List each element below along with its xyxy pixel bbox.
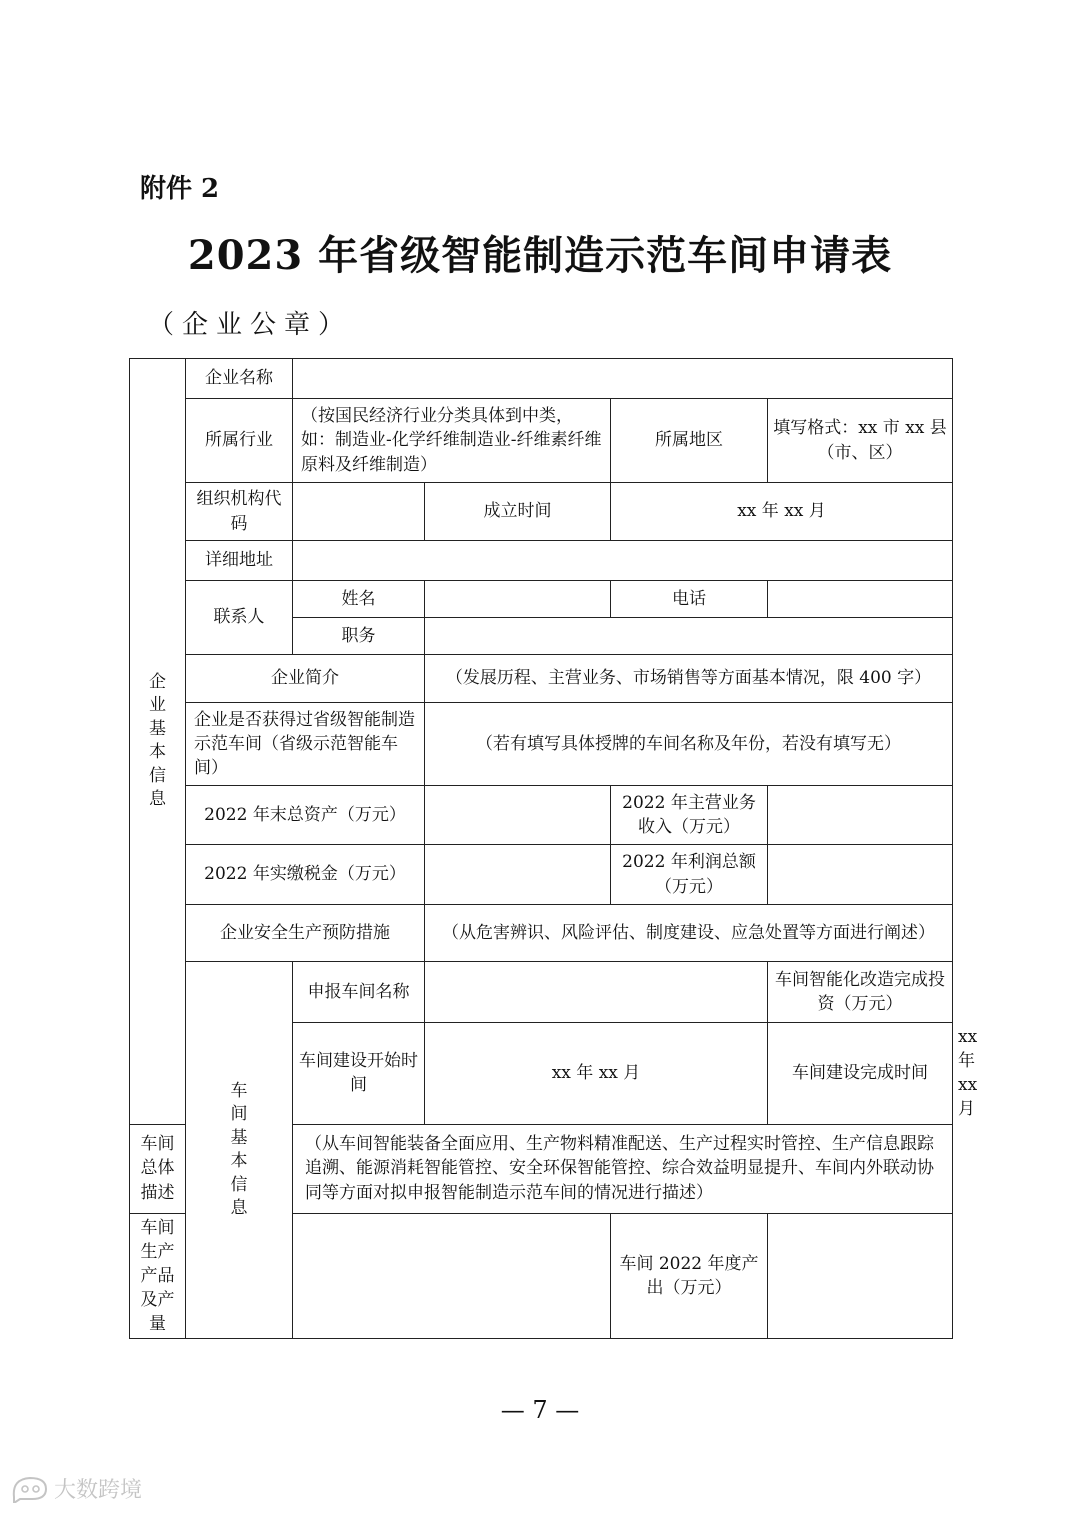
label-awarded: 企业是否获得过省级智能制造示范车间（省级示范智能车间）: [186, 703, 425, 786]
field-region[interactable]: 填写格式：xx 市 xx 县（市、区）: [768, 399, 953, 483]
field-awarded[interactable]: （若有填写具体授牌的车间名称及年份，若没有填写无）: [425, 703, 953, 786]
watermark-text: 大数跨境: [54, 1477, 143, 1503]
attachment-label: 附件 2: [140, 174, 220, 204]
field-founded[interactable]: xx 年 xx 月: [611, 483, 953, 541]
label-region: 所属地区: [611, 399, 768, 483]
field-profile[interactable]: （发展历程、主营业务、市场销售等方面基本情况，限 400 字）: [425, 655, 953, 703]
field-company-name[interactable]: [293, 359, 953, 399]
field-assets[interactable]: [425, 786, 611, 845]
field-contact-phone[interactable]: [768, 581, 953, 618]
field-ws-name[interactable]: [425, 962, 768, 1023]
label-ws-output: 车间 2022 年度产出（万元）: [611, 1213, 768, 1339]
label-assets: 2022 年末总资产（万元）: [186, 786, 425, 845]
section-company-info: 企业基本信息: [130, 359, 186, 1125]
field-ws-products[interactable]: [293, 1213, 611, 1339]
label-safety: 企业安全生产预防措施: [186, 905, 425, 962]
label-ws-desc: 车间总体描述: [130, 1124, 186, 1213]
label-industry: 所属行业: [186, 399, 293, 483]
field-contact-title[interactable]: [425, 618, 953, 655]
watermark-logo-icon: [10, 1473, 50, 1503]
label-contact-title: 职务: [293, 618, 425, 655]
label-address: 详细地址: [186, 541, 293, 581]
application-form-table: 企业基本信息 企业名称 所属行业 （按国民经济行业分类具体到中类，如：制造业-化学纤维制造业-纤维素纤维原料及纤维制造） 所属地区 填写格式：xx 市 xx 县（市、区） 组织机构代码 成立时间 xx 年 xx 月 详细地址 联系人 姓名 电话 职务 企业简介 （发展历程、主营业务、市场销售等方面基本情况，限 400 字） 企业是否获得过省级智能制造示范车间（省级示范智能车间） （若有填写具体授牌的车间名称及年份，若没有填写无） 2022 年末总资产（万元） 2022 年主营业务收入（万元） 2022 年实缴税金（万元） 2022 年利润总额（万元） 企业安全生产预防措施 （从危害辨识、风险评估、制度建设、应急处置等方面进行阐述） 车间基本信息 申报车间名称 车间智能化改造完成投资（万元） 车间建设开始时间 xx 年 xx 月 车间建设完成时间 xx 年 xx 月 车间总体描述 （从车间智能装备全面应用、生产物料精准配送、生产过程实时管控、生产信息跟踪追溯、能源消耗智能管控、安全环保智能管控、综合效益明显提升、车间内外联动协同等方面对拟申报智能制造示范车间的情况进行描述） 车间生产产品及产量 车间 2022 年度产出（万元）: [129, 358, 953, 1339]
label-profit: 2022 年利润总额（万元）: [611, 845, 768, 905]
field-ws-start[interactable]: xx 年 xx 月: [425, 1023, 768, 1125]
page-number: — 7 —: [500, 1396, 580, 1424]
label-ws-start: 车间建设开始时间: [293, 1023, 425, 1125]
section-workshop-info: 车间基本信息: [186, 962, 293, 1339]
field-contact-name[interactable]: [425, 581, 611, 618]
label-main-revenue: 2022 年主营业务收入（万元）: [611, 786, 768, 845]
field-industry[interactable]: （按国民经济行业分类具体到中类，如：制造业-化学纤维制造业-纤维素纤维原料及纤维制造）: [293, 399, 611, 483]
label-ws-name: 申报车间名称: [293, 962, 425, 1023]
field-profit[interactable]: [768, 845, 953, 905]
field-ws-desc[interactable]: （从车间智能装备全面应用、生产物料精准配送、生产过程实时管控、生产信息跟踪追溯、能源消耗智能管控、安全环保智能管控、综合效益明显提升、车间内外联动协同等方面对拟申报智能制造示范车间的情况进行描述）: [293, 1124, 953, 1213]
field-address[interactable]: [293, 541, 953, 581]
label-ws-products: 车间生产产品及产量: [130, 1213, 186, 1339]
field-main-revenue[interactable]: [768, 786, 953, 845]
label-tax: 2022 年实缴税金（万元）: [186, 845, 425, 905]
watermark: [10, 1466, 142, 1510]
field-org-code[interactable]: [293, 483, 425, 541]
label-contact-name: 姓名: [293, 581, 425, 618]
label-company-name: 企业名称: [186, 359, 293, 399]
field-safety[interactable]: （从危害辨识、风险评估、制度建设、应急处置等方面进行阐述）: [425, 905, 953, 962]
label-org-code: 组织机构代码: [186, 483, 293, 541]
label-contact-phone: 电话: [611, 581, 768, 618]
label-profile: 企业简介: [186, 655, 425, 703]
label-ws-invest: 车间智能化改造完成投资（万元）: [768, 962, 953, 1023]
page-title: 2023 年省级智能制造示范车间申请表: [187, 232, 893, 279]
label-ws-end: 车间建设完成时间: [768, 1023, 953, 1125]
label-founded: 成立时间: [425, 483, 611, 541]
company-seal-label: （企业公章）: [148, 310, 353, 340]
field-tax[interactable]: [425, 845, 611, 905]
field-ws-output[interactable]: [768, 1213, 953, 1339]
label-contact: 联系人: [186, 581, 293, 655]
